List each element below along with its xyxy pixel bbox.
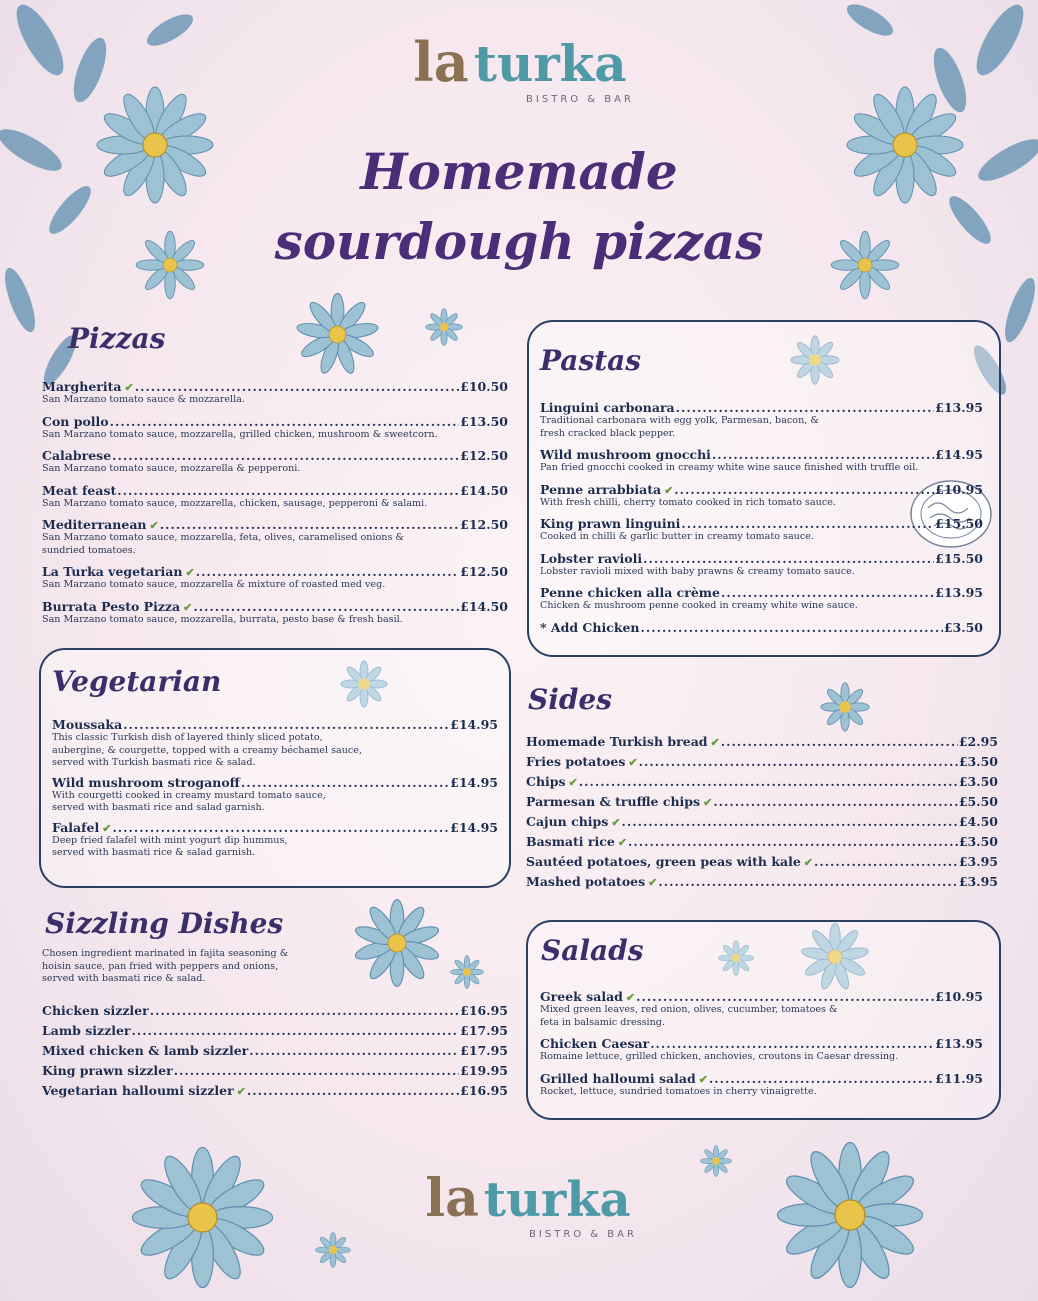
leader-dots <box>123 717 449 732</box>
leader-dots <box>721 734 958 749</box>
leader-dots <box>713 794 958 809</box>
daisy-flower-icon <box>130 1145 275 1290</box>
menu-item-price: £3.95 <box>958 854 998 869</box>
menu-item-price: £10.95 <box>935 481 983 497</box>
menu-item-description: San Marzano tomato sauce, mozzarella & mixture of roasted med veg. <box>42 579 386 590</box>
veg-leaf-icon: ✔ <box>124 381 134 394</box>
daisy-flower-icon <box>450 955 484 989</box>
menu-item-name: Wild mushroom gnocchi <box>540 447 711 462</box>
pastas-heading: Pastas <box>540 344 642 377</box>
menu-item-row <box>42 414 508 429</box>
veg-leaf-icon: ✔ <box>102 821 112 835</box>
leader-dots <box>117 483 459 498</box>
menu-item-row <box>52 820 498 835</box>
menu-item-price: £11.95 <box>935 1070 983 1086</box>
menu-item <box>540 585 983 613</box>
menu-item-name: * Add Chicken <box>540 619 640 635</box>
sizzling-intro-line: served with basmati rice & salad. <box>42 973 206 984</box>
menu-item <box>42 1003 508 1018</box>
menu-item-name: King prawn linguini <box>540 516 681 531</box>
menu-item-name: Chicken sizzler <box>42 1003 149 1018</box>
menu-item-name: Mashed potatoes <box>526 874 646 889</box>
veg-leaf-icon: ✔ <box>703 796 713 809</box>
menu-item <box>526 794 998 809</box>
leader-dots <box>681 516 934 531</box>
menu-item-price: £10.95 <box>935 989 983 1004</box>
veg-leaf-icon: ✔ <box>664 483 674 497</box>
veg-leaf-icon: ✔ <box>149 519 159 532</box>
menu-item <box>52 775 498 815</box>
menu-item-name: Penne arrabbiata <box>540 481 662 497</box>
leader-dots <box>579 774 958 789</box>
menu-item-name: Penne chicken alla crème <box>540 585 720 600</box>
menu-item-description: sundried tomatoes. <box>42 544 136 556</box>
leader-dots <box>160 517 459 532</box>
menu-item-row <box>42 1063 508 1078</box>
menu-item-price: £14.95 <box>450 774 498 790</box>
menu-item-description: With fresh chilli, cherry tomato cooked in rich tomato sauce. <box>540 496 836 508</box>
menu-item-description: San Marzano tomato sauce, mozzarella, chicken, sausage, pepperoni & salami. <box>42 497 428 509</box>
veg-leaf-icon: ✔ <box>611 816 621 829</box>
veg-leaf-icon: ✔ <box>625 991 636 1004</box>
daisy-flower-icon <box>425 308 463 346</box>
daisy-flower-icon <box>775 1140 925 1290</box>
leader-dots <box>674 482 934 497</box>
veg-leaf-icon: ✔ <box>183 600 193 614</box>
menu-item-name: Chips <box>526 774 566 789</box>
menu-item-name: Cajun chips <box>526 814 609 829</box>
menu-item-description: aubergine, & courgette, topped with a creamy béchamel sauce, <box>52 744 363 756</box>
menu-item-description: feta in balsamic dressing. <box>540 1016 665 1028</box>
menu-item-description: Mixed green leaves, red onion, olives, cucumber, tomatoes & <box>540 1004 838 1015</box>
menu-item-price: £14.50 <box>460 598 508 614</box>
leader-dots <box>112 448 459 463</box>
menu-item <box>42 1023 508 1038</box>
menu-item-price: £10.50 <box>460 379 508 394</box>
menu-item <box>526 754 998 769</box>
menu-item-row <box>526 854 998 869</box>
brand-logo-top <box>385 30 655 105</box>
menu-item <box>540 1071 983 1099</box>
menu-item-description: San Marzano tomato sauce, mozzarella, grilled chicken, mushroom & sweetcorn. <box>42 428 438 440</box>
sizzling-list <box>42 1003 508 1103</box>
menu-item-price: £5.50 <box>958 794 998 809</box>
menu-item-price: £15.50 <box>935 516 983 531</box>
menu-item-row <box>42 517 508 532</box>
menu-item <box>540 447 983 475</box>
menu-item-name: Greek salad <box>540 989 623 1004</box>
menu-item-row <box>526 874 998 889</box>
leader-dots <box>658 874 957 889</box>
menu-item-description: This classic Turkish dish of layered thinly sliced potato, <box>52 732 323 743</box>
menu-item-price: £13.95 <box>935 400 983 415</box>
menu-item-row <box>526 734 998 749</box>
menu-item-row <box>540 620 983 635</box>
menu-item <box>540 620 983 635</box>
menu-item-price: £13.95 <box>935 585 983 600</box>
daisy-flower-icon <box>352 898 442 988</box>
menu-item-description: Lobster ravioli mixed with baby prawns & creamy tomato sauce. <box>540 565 855 577</box>
menu-item <box>526 734 998 749</box>
menu-item-name: Parmesan & truffle chips <box>526 794 701 809</box>
brand-turka: turka <box>483 1172 631 1228</box>
menu-item-description: Chicken & mushroom penne cooked in creamy white wine sauce. <box>540 600 858 611</box>
menu-item-name: Fries potatoes <box>526 754 626 769</box>
menu-item-row <box>526 834 998 849</box>
veg-leaf-icon: ✔ <box>617 836 628 849</box>
menu-item-name: Grilled halloumi salad <box>540 1070 696 1086</box>
menu-item-row <box>52 717 498 732</box>
menu-item <box>42 414 508 442</box>
menu-item-price: £12.50 <box>460 564 508 579</box>
menu-item-row <box>540 400 983 415</box>
brand-la: la <box>413 30 469 94</box>
leader-dots <box>650 1036 934 1051</box>
leader-dots <box>112 820 449 835</box>
menu-item-price: £14.95 <box>935 447 983 462</box>
menu-item-description: Traditional carbonara with egg yolk, Parmesan, bacon, & <box>540 415 819 426</box>
menu-item-price: £3.50 <box>958 834 998 849</box>
menu-item <box>526 874 998 889</box>
menu-item-row <box>42 1003 508 1018</box>
menu-item <box>540 400 983 440</box>
menu-item-price: £3.50 <box>958 774 998 789</box>
menu-item-row <box>42 599 508 614</box>
brand-logo-bottom <box>398 1168 658 1240</box>
menu-item-description: San Marzano tomato sauce & mozzarella. <box>42 394 245 405</box>
menu-item <box>42 1063 508 1078</box>
menu-item-name: Lamb sizzler <box>42 1023 131 1038</box>
menu-item-price: £17.95 <box>460 1023 508 1038</box>
pastas-list <box>540 400 983 642</box>
menu-item <box>42 517 508 557</box>
leader-dots <box>131 1023 459 1038</box>
menu-item <box>52 717 498 770</box>
leader-dots <box>247 1083 459 1098</box>
corner-leaves-top-left <box>0 0 240 420</box>
vegetarian-heading: Vegetarian <box>52 665 222 698</box>
leader-dots <box>241 775 449 790</box>
sizzling-intro-line: hoisin sauce, pan fried with peppers and onions, <box>42 960 279 972</box>
menu-item <box>540 551 983 579</box>
leader-dots <box>174 1063 459 1078</box>
menu-item-name: Mixed chicken & lamb sizzler <box>42 1043 249 1058</box>
menu-item-price: £4.50 <box>958 814 998 829</box>
leader-dots <box>712 447 934 462</box>
brand-tagline: BISTRO & BAR <box>526 94 634 105</box>
menu-item-price: £14.95 <box>450 717 498 732</box>
menu-item-price: £13.50 <box>460 413 508 429</box>
menu-item-row <box>42 448 508 463</box>
salads-heading: Salads <box>541 934 644 967</box>
veg-leaf-icon: ✔ <box>568 776 578 789</box>
veg-leaf-icon: ✔ <box>185 566 195 579</box>
menu-item-row <box>540 1071 983 1086</box>
leader-dots <box>676 400 935 415</box>
menu-item-name: La Turka vegetarian <box>42 564 183 579</box>
page-title-line1: Homemade <box>360 142 678 201</box>
menu-item-name: Chicken Caesar <box>540 1036 650 1051</box>
menu-item-name: Con pollo <box>42 413 109 429</box>
daisy-flower-icon <box>700 1145 732 1177</box>
leader-dots <box>196 564 459 579</box>
sizzling-intro-line: Chosen ingredient marinated in fajita seasoning & <box>42 948 289 959</box>
menu-item <box>42 599 508 627</box>
veg-leaf-icon: ✔ <box>803 856 813 869</box>
menu-item-row <box>42 1083 508 1098</box>
menu-item <box>42 448 508 476</box>
menu-item-price: £2.95 <box>958 734 998 749</box>
menu-item-name: King prawn sizzler <box>42 1063 173 1078</box>
menu-item <box>526 814 998 829</box>
menu-item-row <box>540 989 983 1004</box>
sizzling-intro <box>42 948 288 986</box>
veg-leaf-icon: ✔ <box>628 756 638 769</box>
menu-item-name: Sautéed potatoes, green peas with kale <box>526 854 801 869</box>
menu-item-price: £17.95 <box>460 1043 508 1058</box>
menu-item-price: £16.95 <box>460 1003 508 1018</box>
menu-item-price: £12.50 <box>460 517 508 532</box>
sides-heading: Sides <box>528 683 613 716</box>
menu-item-description: San Marzano tomato sauce, mozzarella & pepperoni. <box>42 463 301 474</box>
menu-item <box>42 379 508 407</box>
menu-item-name: Lobster ravioli <box>540 550 643 566</box>
menu-item-description: served with Turkish basmati rice & salad. <box>52 757 256 768</box>
menu-item <box>540 989 983 1029</box>
menu-item-row <box>42 379 508 394</box>
sizzling-heading: Sizzling Dishes <box>45 907 284 940</box>
menu-item <box>540 482 983 510</box>
leader-dots <box>150 1003 459 1018</box>
menu-item-name: Meat feast <box>42 482 117 498</box>
menu-item <box>52 820 498 860</box>
menu-item-row <box>540 585 983 600</box>
menu-item-row <box>42 483 508 498</box>
menu-item-name: Falafel <box>52 819 100 835</box>
leader-dots <box>110 414 460 429</box>
veg-leaf-icon: ✔ <box>710 736 720 749</box>
menu-item <box>526 774 998 789</box>
menu-item-price: £14.50 <box>460 482 508 498</box>
menu-item <box>42 483 508 511</box>
menu-item-row <box>42 1023 508 1038</box>
leader-dots <box>193 599 459 614</box>
menu-item-name: Mediterranean <box>42 517 147 532</box>
menu-item-description: Romaine lettuce, grilled chicken, anchovies, croutons in Caesar dressing. <box>540 1051 899 1062</box>
leader-dots <box>721 585 934 600</box>
daisy-flower-icon <box>820 682 870 732</box>
menu-item-price: £12.50 <box>460 448 508 463</box>
brand-turka: turka <box>473 34 627 93</box>
menu-item <box>42 1083 508 1098</box>
menu-item-description: Rocket, lettuce, sundried tomatoes in cherry vinaigrette. <box>540 1085 817 1097</box>
menu-item-name: Basmati rice <box>526 834 615 849</box>
menu-item-description: Deep fried falafel with mint yogurt dip hummus, <box>52 834 288 846</box>
leader-dots <box>709 1071 934 1086</box>
menu-item-name: Calabrese <box>42 448 112 463</box>
menu-item-price: £13.95 <box>935 1036 983 1051</box>
veg-leaf-icon: ✔ <box>236 1085 246 1098</box>
menu-item-name: Linguini carbonara <box>540 400 675 415</box>
veg-leaf-icon: ✔ <box>648 876 658 889</box>
menu-item-description: San Marzano tomato sauce, mozzarella, burrata, pesto base & fresh basil. <box>42 613 403 625</box>
menu-item-row <box>540 482 983 497</box>
daisy-flower-icon <box>315 1232 351 1268</box>
menu-item-description: fresh cracked black pepper. <box>540 427 676 439</box>
menu-item-row <box>540 516 983 531</box>
menu-item-description: Cooked in chilli & garlic butter in creamy tomato sauce. <box>540 531 814 542</box>
pizzas-heading: Pizzas <box>68 322 166 355</box>
vegetarian-list <box>52 717 498 865</box>
menu-item <box>42 1043 508 1058</box>
menu-item-price: £3.50 <box>958 754 998 769</box>
menu-item-description: With courgetti cooked in creamy mustard tomato sauce, <box>52 789 326 801</box>
leader-dots <box>135 379 459 394</box>
menu-item-name: Burrata Pesto Pizza <box>42 598 181 614</box>
leader-dots <box>636 989 934 1004</box>
veg-leaf-icon: ✔ <box>698 1072 708 1086</box>
leader-dots <box>639 754 958 769</box>
menu-item-name: Margherita <box>42 379 122 394</box>
menu-item-price: £3.50 <box>943 619 983 635</box>
menu-item-row <box>540 551 983 566</box>
menu-item-description: served with basmati rice & salad garnish. <box>52 847 256 858</box>
menu-item-price: £14.95 <box>450 819 498 835</box>
menu-item-price: £3.95 <box>958 874 998 889</box>
sides-list <box>526 734 998 894</box>
page-title-line2: sourdough pizzas <box>274 212 764 271</box>
menu-item-name: Vegetarian halloumi sizzler <box>42 1083 234 1098</box>
menu-item-row <box>42 1043 508 1058</box>
leader-dots <box>643 551 934 566</box>
menu-item-price: £19.95 <box>460 1063 508 1078</box>
menu-item-description: served with basmati rice and salad garnish. <box>52 802 265 813</box>
pizzas-list <box>42 379 508 633</box>
menu-item <box>540 1036 983 1064</box>
leader-dots <box>249 1043 459 1058</box>
menu-item-row <box>526 814 998 829</box>
menu-item-row <box>52 775 498 790</box>
brand-la: la <box>425 1168 479 1229</box>
menu-item-row <box>526 794 998 809</box>
menu-item-description: San Marzano tomato sauce, mozzarella, feta, olives, caramelised onions & <box>42 532 404 543</box>
leader-dots <box>622 814 958 829</box>
menu-item <box>42 564 508 592</box>
leader-dots <box>814 854 958 869</box>
menu-item <box>540 516 983 544</box>
menu-item-name: Moussaka <box>52 717 123 732</box>
menu-item <box>526 834 998 849</box>
menu-item-row <box>526 754 998 769</box>
brand-tagline: BISTRO & BAR <box>529 1229 637 1240</box>
leader-dots <box>641 620 943 635</box>
menu-item-price: £16.95 <box>460 1083 508 1098</box>
menu-item-description: Pan fried gnocchi cooked in creamy white wine sauce finished with truffle oil. <box>540 462 919 473</box>
menu-item-row <box>526 774 998 789</box>
menu-item-row <box>540 447 983 462</box>
salads-list <box>540 989 983 1105</box>
daisy-flower-icon <box>295 292 380 377</box>
menu-item-name: Wild mushroom stroganoff <box>52 774 240 790</box>
menu-item-price: £15.50 <box>935 550 983 566</box>
leader-dots <box>628 834 958 849</box>
menu-item-name: Homemade Turkish bread <box>526 734 708 749</box>
menu-item-row <box>540 1036 983 1051</box>
menu-item-row <box>42 564 508 579</box>
menu-item <box>526 854 998 869</box>
